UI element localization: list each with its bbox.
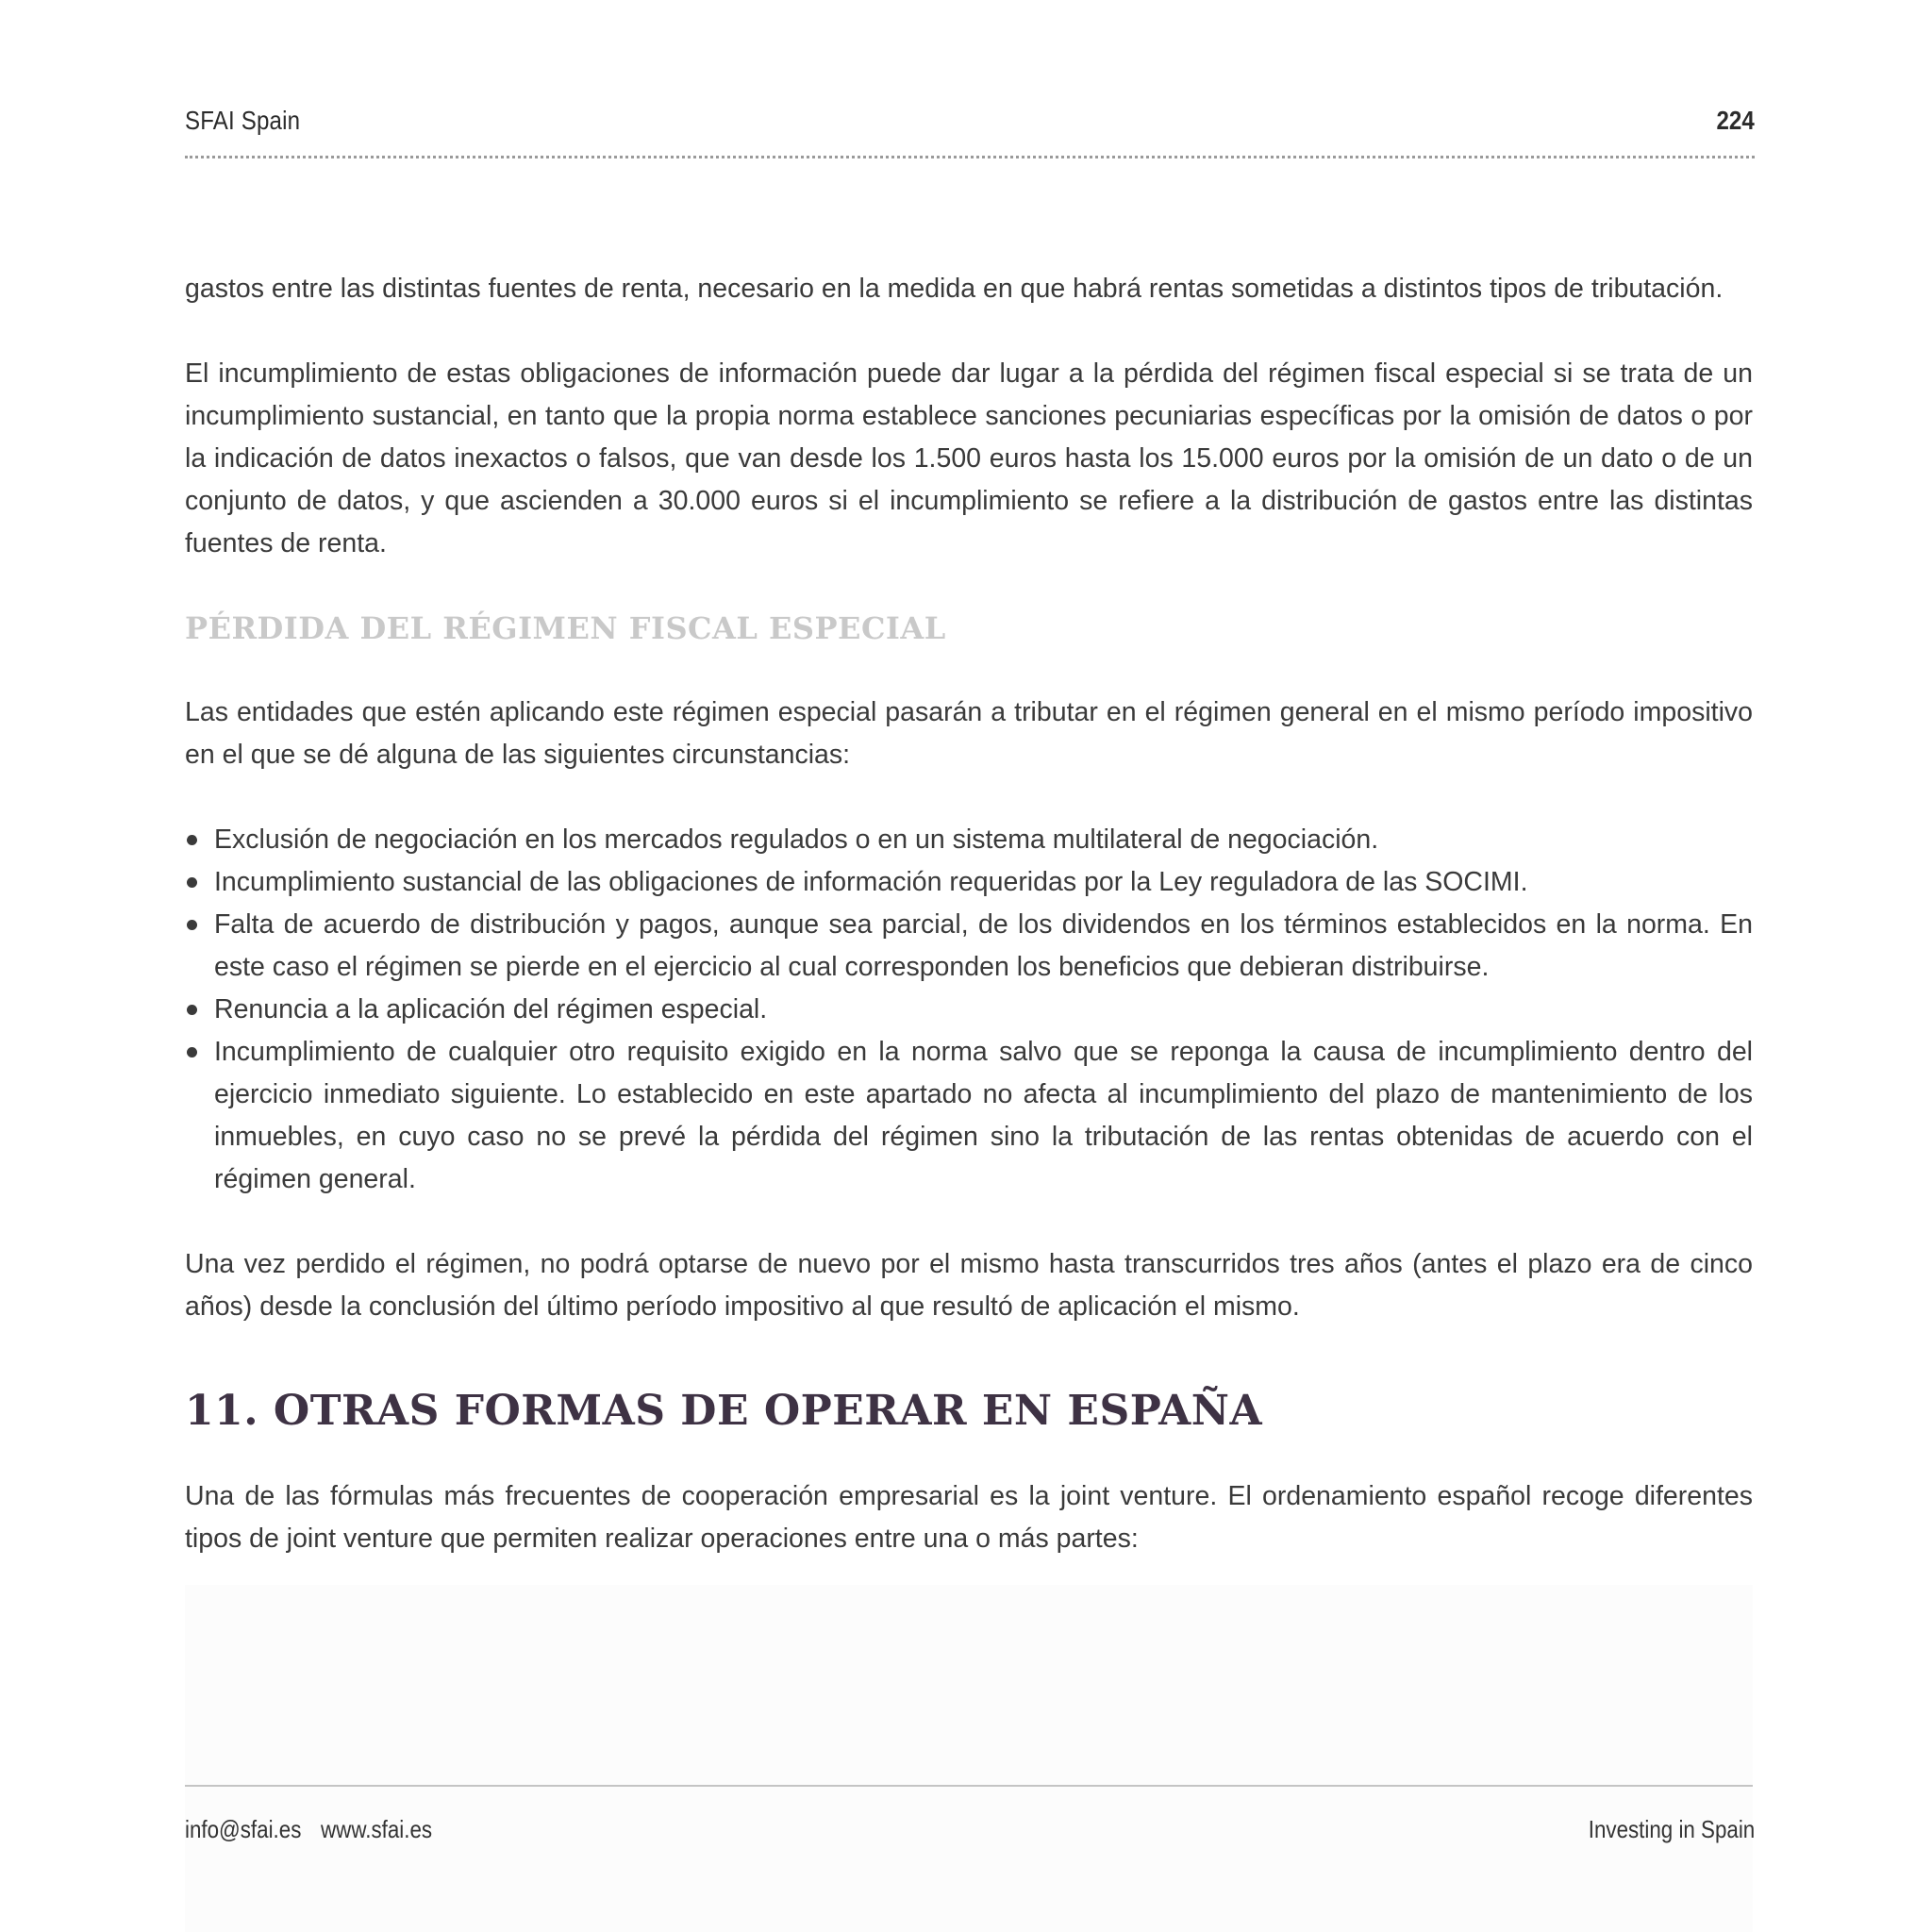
circumstances-list <box>185 819 1753 1201</box>
chapter-intro: Una de las fórmulas más frecuentes de cooperación empresarial es la joint venture. El ordenamiento español recoge diferentes tipos de joint venture que permiten realizar operaciones entre una o más partes: <box>185 1481 1753 1554</box>
chapter-heading: 11. OTRAS FORMAS DE OPERAR EN ESPAÑA <box>185 1387 1263 1435</box>
footer-publication: Investing in Spain <box>1588 1815 1755 1843</box>
list-item-text: Renuncia a la aplicación del régimen especial. <box>214 994 768 1024</box>
section-intro: Las entidades que estén aplicando este régimen especial pasarán a tributar en el régimen general en el mismo período impositivo en el que se dé alguna de las siguientes circunstancias: <box>185 697 1753 770</box>
footer-email: info@sfai.es <box>185 1815 302 1843</box>
list-item <box>185 861 1753 904</box>
list-item <box>185 904 1753 989</box>
list-item <box>185 989 1753 1031</box>
header-dotted-rule <box>185 156 1755 158</box>
bullet-icon <box>187 835 197 845</box>
footer-website: www.sfai.es <box>321 1815 433 1843</box>
bullet-icon <box>187 1005 197 1015</box>
shaded-background <box>185 1585 1753 1932</box>
list-item-text: Incumplimiento sustancial de las obligaciones de información requeridas por la Ley reguladora de las SOCIMI. <box>214 867 1528 897</box>
paragraph: El incumplimiento de estas obligaciones de información puede dar lugar a la pérdida del régimen fiscal especial si se trata de un incumplimiento sustancial, en tanto que la propia norma establece sanciones pecuniarias específicas por la omisión de datos o por la indicación de datos inexactos o falsos, que van desde los 1.500 euros hasta los 15.000 euros por la omisión de un dato o de un conjunto de datos, y que ascienden a 30.000 euros si el incumplimiento se refiere a la distribución de gastos entre las distintas fuentes de renta. <box>185 358 1753 558</box>
page-header <box>185 106 1755 143</box>
list-item-text: Falta de acuerdo de distribución y pagos, aunque sea parcial, de los dividendos en los términos establecidos en la norma. En este caso el régimen se pierde en el ejercicio al cual corresponden los beneficios que debieran distribuirse. <box>214 909 1753 982</box>
paragraph: gastos entre las distintas fuentes de renta, necesario en la medida en que habrá rentas sometidas a distintos tipos de tributación. <box>185 274 1724 304</box>
list-item <box>185 1031 1753 1201</box>
list-item <box>185 819 1753 861</box>
section-heading: PÉRDIDA DEL RÉGIMEN FISCAL ESPECIAL <box>185 610 946 646</box>
page-footer <box>185 1815 1755 1849</box>
list-item-text: Incumplimiento de cualquier otro requisito exigido en la norma salvo que se reponga la causa de incumplimiento dentro del ejercicio inmediato siguiente. Lo establecido en este apartado no afecta al incumplimiento del plazo de mantenimiento de los inmuebles, en cuyo caso no se prevé la pérdida del régimen sino la tributación de las rentas obtenidas de acuerdo con el régimen general. <box>214 1037 1753 1194</box>
bullet-icon <box>187 920 197 930</box>
section-outro: Una vez perdido el régimen, no podrá optarse de nuevo por el mismo hasta transcurridos tres años (antes el plazo era de cinco años) desde la conclusión del último período impositivo al que resultó de aplicación el mismo. <box>185 1249 1753 1322</box>
footer-contact <box>185 1815 432 1844</box>
list-item-text: Exclusión de negociación en los mercados regulados o en un sistema multilateral de negociación. <box>214 824 1379 855</box>
header-brand: SFAI Spain <box>185 106 301 135</box>
page-content <box>185 268 1753 1603</box>
bullet-icon <box>187 877 197 888</box>
footer-rule <box>185 1785 1753 1787</box>
page-number: 224 <box>1716 106 1755 135</box>
bullet-icon <box>187 1047 197 1058</box>
